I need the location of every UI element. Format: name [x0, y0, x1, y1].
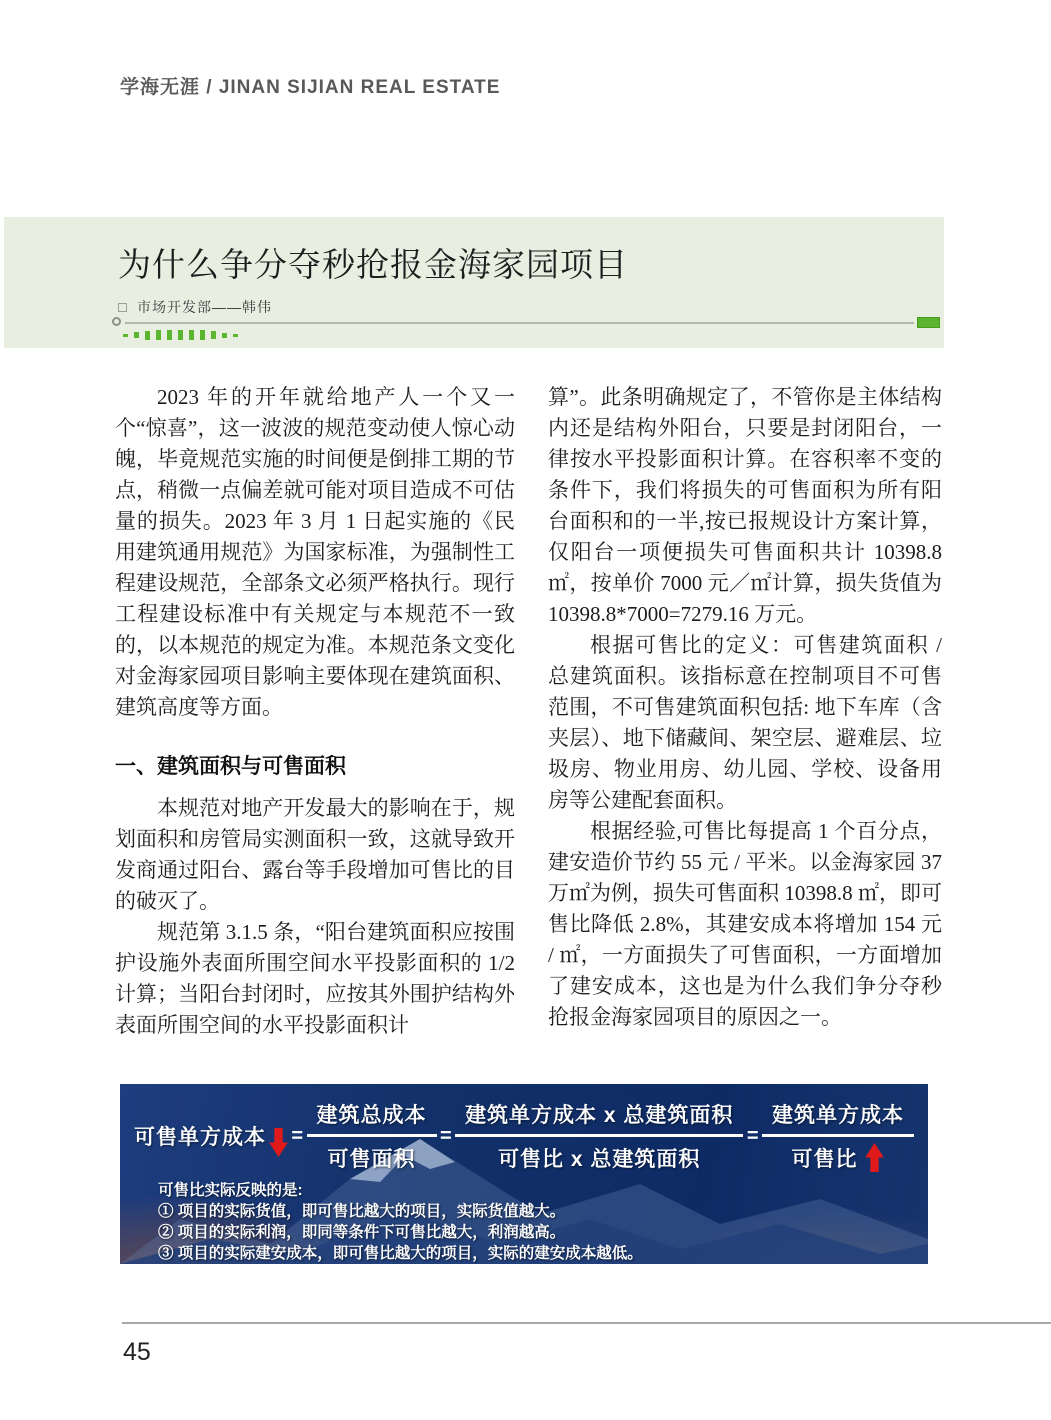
- section-heading: 一、建筑面积与可售面积: [115, 755, 346, 778]
- title-banner: [4, 217, 944, 348]
- paragraph: 算”。此条明确规定了，不管你是主体结构内还是结构外阳台，只要是封闭阳台，一律按水平投影面积计算。在容积率不变的条件下，我们将损失的可售面积为所有阳台面积和的一半,按已报规设计方案计算，仅阳台一项便损失可售面积共计 10398.8 ㎡，按单价 7000 元／㎡计算，损失货值为 10398.8*7000=7279.16 万元。: [548, 385, 942, 626]
- note-item: ② 项目的实际利润，即同等条件下可售比越大，利润越高。: [158, 1224, 566, 1241]
- green-dash-decoration: [123, 329, 253, 341]
- denominator-label: 可售比: [791, 1148, 858, 1171]
- fraction-total-cost: [307, 1099, 437, 1173]
- magazine-header: 学海无涯 / JINAN SIJIAN REAL ESTATE: [120, 77, 501, 98]
- paragraph: 2023 年的开年就给地产人一个又一个“惊喜”，这一波波的规范变动使人惊心动魄，毕竟规范实施的时间便是倒排工期的节点，稍微一点偏差就可能对项目造成不可估量的损失。2023 年 3 月 1 日起实施的《民用建筑通用规范》为国家标准，为强制性工程建设规范，全部条文必须严格执行。现行工程建设标准中有关规定与本规范不一致的，以本规范的规定为准。本规范条文变化对金海家园项目影响主要体现在建筑面积、建筑高度等方面。: [115, 385, 515, 719]
- rule-green-block-icon: [917, 317, 940, 328]
- article-title: 为什么争分夺秒抢报金海家园项目: [118, 246, 628, 283]
- fraction-numerator: 建筑单方成本: [771, 1104, 904, 1127]
- rule-line: [125, 322, 914, 324]
- article-right-column: [548, 382, 942, 1033]
- fraction-unit-cost-ratio: [762, 1099, 914, 1173]
- equals-sign: =: [291, 1124, 304, 1147]
- fraction-denominator: [781, 1137, 894, 1173]
- byline-text: 市场开发部——韩伟: [137, 299, 272, 315]
- equals-sign: =: [746, 1124, 759, 1147]
- note-item: ③ 项目的实际建安成本，即可售比越大的项目，实际的建安成本越低。: [158, 1245, 643, 1262]
- formula-row: [134, 1100, 914, 1172]
- fraction-numerator: 建筑单方成本 x 总建筑面积: [465, 1104, 734, 1127]
- fraction-unit-cost-area: [455, 1099, 743, 1173]
- formula-lhs: [134, 1114, 288, 1158]
- lhs-label: 可售单方成本: [134, 1126, 266, 1149]
- fraction-denominator: 可售比 x 总建筑面积: [498, 1148, 701, 1171]
- byline: [118, 297, 272, 317]
- notes-title: 可售比实际反映的是:: [158, 1182, 303, 1199]
- paragraph: 根据经验,可售比每提高 1 个百分点，建安造价节约 55 元 / 平米。以金海家园 37 万㎡为例，损失可售面积 10398.8 ㎡，即可售比降低 2.8%，其建安成本将增加 154 元 / ㎡，一方面损失了可售面积，一方面增加了建安成本，这也是为什么我们争分夺秒抢报金海家园项目的原因之一。: [548, 819, 942, 1029]
- byline-square-icon: [118, 303, 127, 312]
- paragraph: 规范第 3.1.5 条，“阳台建筑面积应按围护设施外表面所围空间水平投影面积的 1/2 计算；当阳台封闭时，应按其外围护结构外表面所围空间的水平投影面积计: [115, 920, 515, 1037]
- fraction-denominator: 可售面积: [327, 1148, 416, 1171]
- infographic-notes: [158, 1180, 908, 1264]
- paragraph: 本规范对地产开发最大的影响在于，规划面积和房管局实测面积一致，这就导致开发商通过阳台、露台等手段增加可售比的目的破灭了。: [115, 796, 515, 913]
- equals-sign: =: [439, 1124, 452, 1147]
- page-number: 45: [123, 1338, 151, 1366]
- fraction-numerator: 建筑总成本: [316, 1104, 427, 1127]
- paragraph: 根据可售比的定义：可售建筑面积 / 总建筑面积。该指标意在控制项目不可售范围，不可售建筑面积包括: 地下车库（含夹层）、地下储藏间、架空层、避难层、垃圾房、物业用房、幼儿园、学校、设备用房等公建配套面积。: [548, 633, 942, 812]
- article-left-column: [115, 382, 515, 1041]
- note-item: ① 项目的实际货值，即可售比越大的项目，实际货值越大。: [158, 1203, 566, 1220]
- banner-rule: [112, 317, 940, 329]
- rule-circle-icon: [112, 317, 121, 326]
- cost-formula-infographic: [120, 1084, 928, 1264]
- footer-rule: [122, 1322, 1051, 1324]
- red-down-arrow-icon: [269, 1128, 288, 1158]
- red-up-arrow-icon: [865, 1143, 884, 1173]
